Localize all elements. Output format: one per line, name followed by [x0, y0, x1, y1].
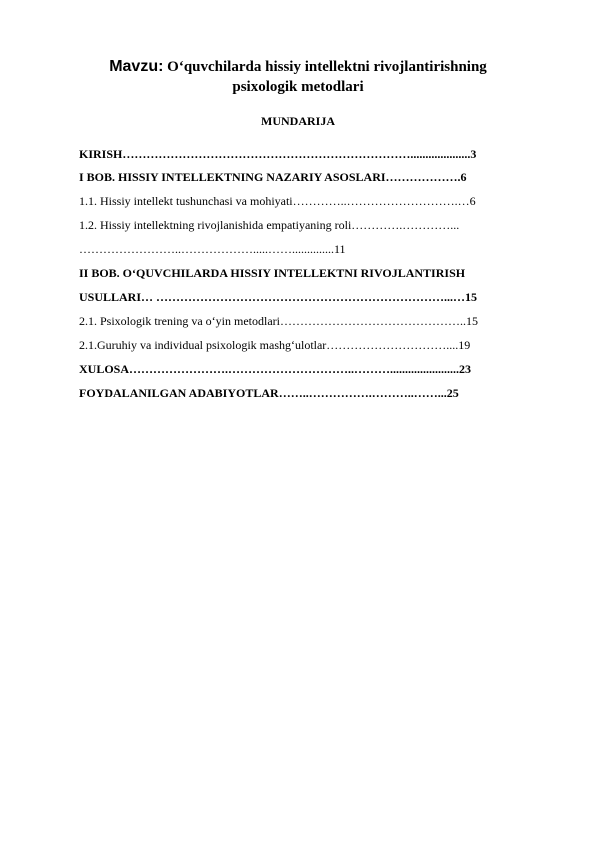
- toc-entry-references: FOYDALANILGAN ADABIYOTLAR……..…………….………..……...25: [79, 386, 459, 400]
- title-prefix: Mavzu:: [109, 58, 164, 75]
- document-title: [60, 57, 536, 97]
- title-line-2: psixologik metodlari: [232, 79, 364, 95]
- toc-entry-xulosa: XULOSA…………………….…………………………..……….......................23: [79, 362, 472, 376]
- toc-entry-1-2-continued: ……………………..……………….....……..............11: [79, 242, 346, 256]
- toc-entry-kirish: KIRISH………………………………………………………………....................3: [79, 147, 477, 161]
- toc-entry-1-2: 1.2. Hissiy intellektning rivojlanishida empatiyaning roli………….…………...: [79, 218, 460, 232]
- toc-entry-1-1: 1.1. Hissiy intellekt tushunchasi va mohiyati…………..……………………….…6: [79, 194, 476, 208]
- toc-entry-2-1-group: 2.1.Guruhiy va individual psixologik mashg‘ulotlar…………………………....19: [79, 338, 471, 352]
- toc-heading: MUNDARIJA: [261, 114, 335, 128]
- toc-entry-chapter-1: I BOB. HISSIY INTELLEKTNING NAZARIY ASOSLARI……………….6: [79, 170, 467, 184]
- toc-entry-chapter-2: II BOB. O‘QUVCHILARDA HISSIY INTELLEKTNI RIVOJLANTIRISH: [79, 266, 466, 280]
- toc-entry-chapter-2-continued: USULLARI… ………………………………………………………………...…15: [79, 290, 478, 304]
- toc-entry-2-1: 2.1. Psixologik trening va o‘yin metodlari………………………………………..15: [79, 314, 478, 328]
- title-line-1: O‘quvchilarda hissiy intellektni rivojlantirishning: [163, 59, 487, 75]
